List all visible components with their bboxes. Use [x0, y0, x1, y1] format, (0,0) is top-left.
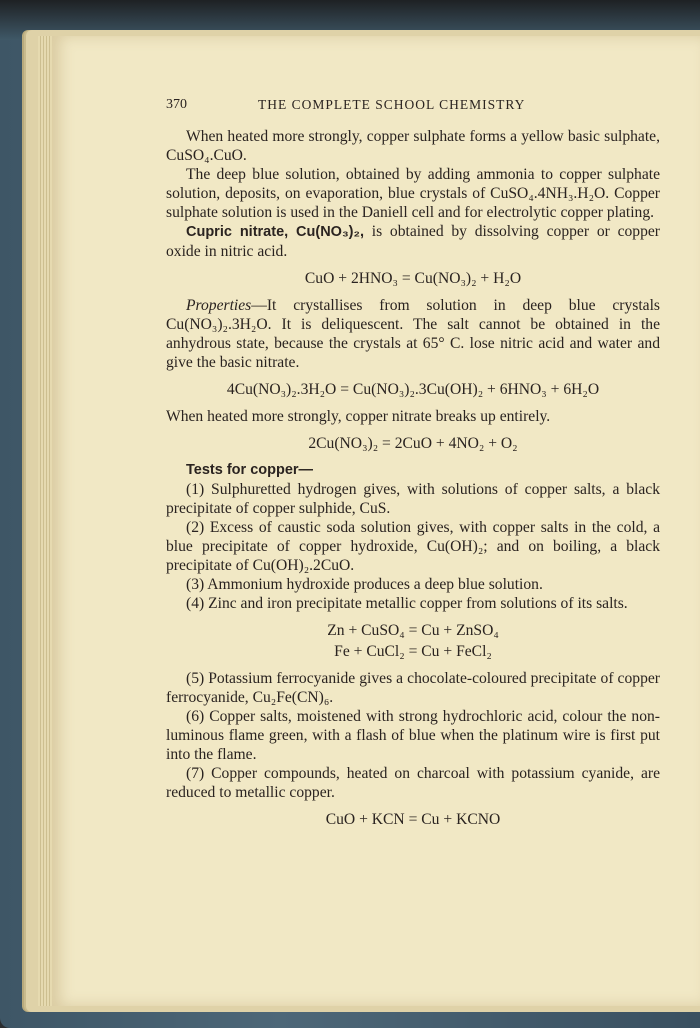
paragraph-basic-sulphate: When heated more strongly, copper sulphate forms a yellow basic sulphate, CuSO₄.CuO. [166, 128, 660, 164]
equation-cyanide: CuO + KCN = Cu + KCNO [325, 811, 501, 828]
test-item-2: (2) Excess of caustic soda solution gives, with copper salts in the cold, a blue precipitate of copper hydroxide, Cu(OH)₂; and on boiling, a black precipitate of Cu(OH)₂.2CuO. [166, 519, 660, 574]
paragraph-cupric-nitrate [166, 222, 660, 261]
test-item-1: (1) Sulphuretted hydrogen gives, with solutions of copper salts, a black precipitate of copper sulphide, CuS. [166, 481, 660, 517]
properties-heading: Properties [186, 297, 252, 314]
equation-iron: Fe + CuCl₂ = Cu + FeCl₂ [334, 643, 492, 660]
cupric-nitrate-heading: Cupric nitrate, Cu(NO₃)₂, [186, 224, 364, 240]
page-number: 370 [166, 97, 187, 112]
test-item-7: (7) Copper compounds, heated on charcoal with potassium cyanide, are reduced to metallic copper. [166, 765, 660, 801]
test-item-3: (3) Ammonium hydroxide produces a deep blue solution. [186, 576, 543, 593]
paragraph-ammonia-solution: The deep blue solution, obtained by adding ammonia to copper sulphate solution, deposits, on evaporation, blue crystals of CuSO₄.4NH₃.H₂O. Copper sulphate solution is used in the Daniell cell and for electrolytic copper plating. [166, 166, 660, 221]
paragraph-breaks-up: When heated more strongly, copper nitrate breaks up entirely. [166, 408, 551, 425]
properties-text: —It crystallises from solution in deep blue crystals Cu(NO₃)₂.3H₂O. It is deliquescent. The salt cannot be obtained in the anhydrous state, because the crystals at 65° C. lose nitric acid and water and give the basic nitrate. [166, 297, 660, 371]
test-item-6: (6) Copper salts, moistened with strong hydrochloric acid, colour the non-luminous flame green, with a flash of blue when the platinum wire is first put into the flame. [166, 708, 660, 763]
equation-decomposition: 2Cu(NO₃)₂ = 2CuO + 4NO₂ + O₂ [308, 435, 518, 452]
equation-nitric-acid: CuO + 2HNO₃ = Cu(NO₃)₂ + H₂O [304, 270, 522, 287]
test-item-5: (5) Potassium ferrocyanide gives a chocolate-coloured precipitate of copper ferrocyanide, Cu₂Fe(CN)₆. [166, 670, 660, 706]
test-item-4: (4) Zinc and iron precipitate metallic copper from solutions of its salts. [186, 595, 628, 612]
equation-zinc: Zn + CuSO₄ = Cu + ZnSO₄ [327, 622, 499, 639]
running-head: THE COMPLETE SCHOOL CHEMISTRY [258, 97, 526, 112]
equation-basic-nitrate: 4Cu(NO₃)₂.3H₂O = Cu(NO₃)₂.3Cu(OH)₂ + 6HNO₃ + 6H₂O [226, 381, 600, 398]
page-content [166, 95, 660, 837]
page-edges [38, 36, 52, 1006]
paragraph-properties [166, 296, 660, 372]
tests-heading: Tests for copper— [186, 462, 314, 478]
cupric-nitrate-text: is obtained by dissolving copper or copper oxide in nitric acid. [166, 223, 660, 260]
page-header [166, 95, 660, 117]
